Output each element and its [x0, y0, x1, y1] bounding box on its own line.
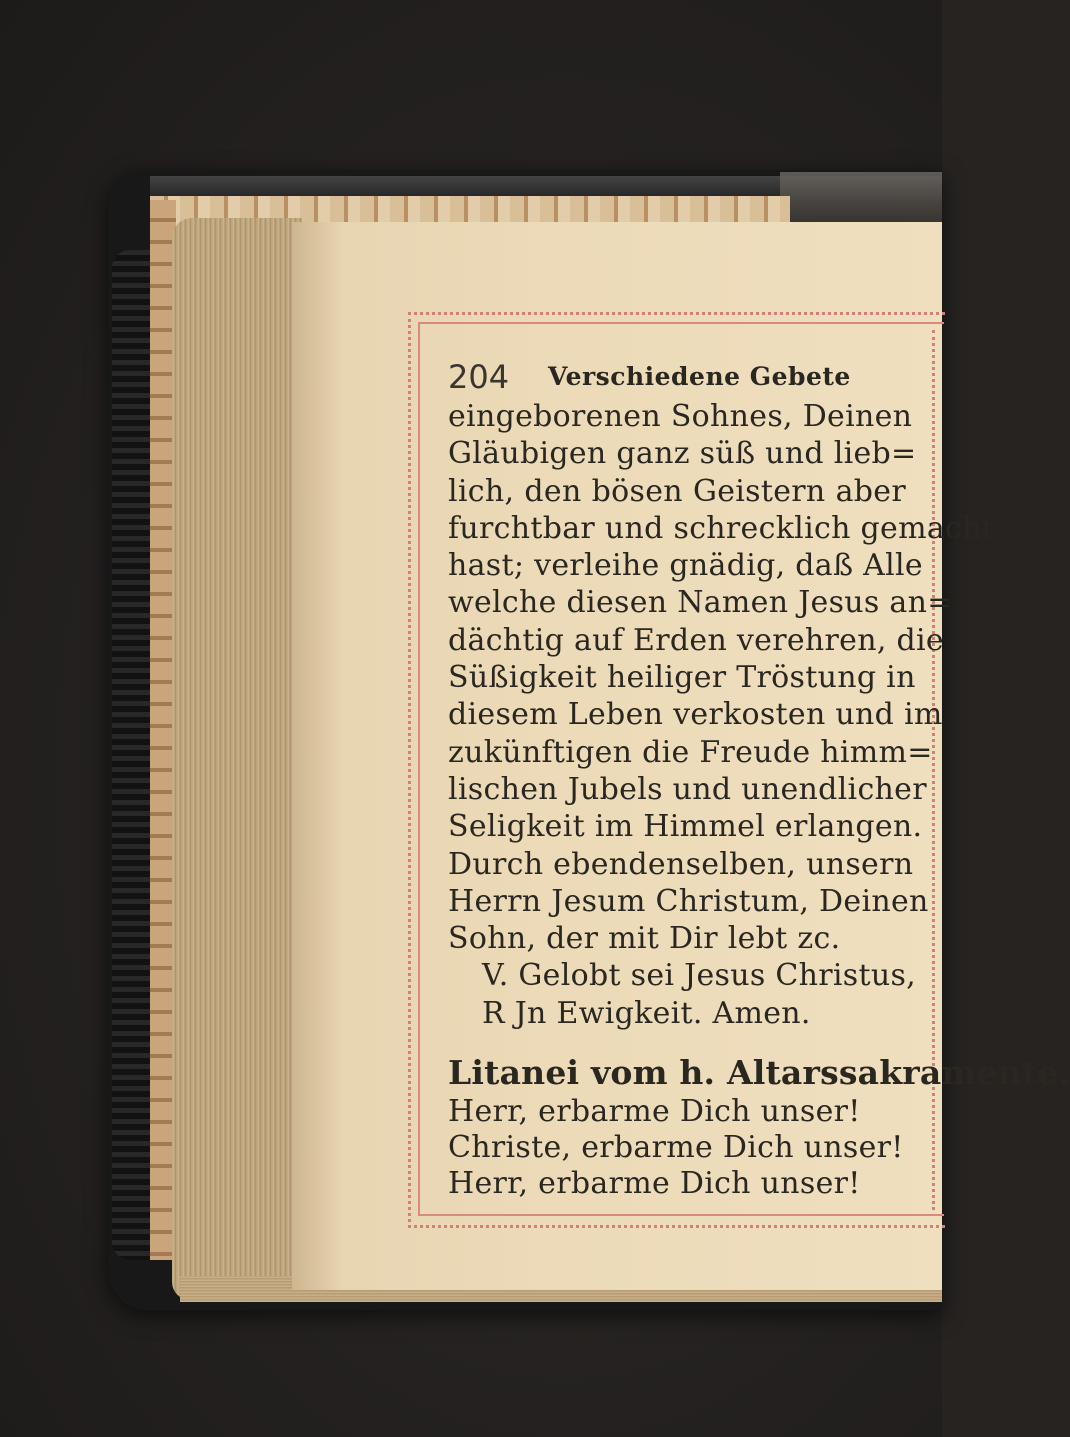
- prayer-text: [448, 398, 995, 1032]
- prayer-line: furchtbar und schrecklich gemacht: [448, 510, 995, 546]
- prayer-line: Gläubigen ganz süß und lieb=: [448, 436, 917, 472]
- page-number: 204: [448, 358, 510, 396]
- prayer-line: welche diesen Namen Jesus an=: [448, 585, 953, 621]
- prayer-line: Herrn Jesum Christum, Deinen: [448, 883, 929, 919]
- litany-line: Christe, erbarme Dich unser!: [448, 1130, 904, 1166]
- prayer-line: diesem Leben verkosten und im: [448, 697, 943, 733]
- text-block: [448, 352, 1070, 1202]
- litany-line: Herr, erbarme Dich unser!: [448, 1094, 861, 1130]
- running-head: Verschiedene Gebete: [548, 362, 851, 391]
- prayer-line: lich, den bösen Geistern aber: [448, 473, 906, 509]
- page-block-edges: [172, 218, 302, 1300]
- versicle: V. Gelobt sei Jesus Christus,: [482, 958, 916, 994]
- response: R Jn Ewigkeit. Amen.: [482, 995, 811, 1031]
- prayer-line: Durch ebendenselben, unsern: [448, 846, 914, 882]
- litany-title: Litanei vom h. Altarssakramente.: [448, 1053, 1070, 1093]
- litany-line: Herr, erbarme Dich unser!: [448, 1166, 861, 1202]
- prayer-line: zukünftigen die Freude himm=: [448, 734, 933, 770]
- prayer-line: Seligkeit im Himmel erlangen.: [448, 809, 923, 845]
- cover-wear: [780, 172, 942, 222]
- prayer-line: hast; verleihe gnädig, daß Alle: [448, 548, 923, 584]
- litany-invocations: [448, 1094, 906, 1202]
- prayer-line: eingeborenen Sohnes, Deinen: [448, 399, 913, 434]
- prayer-line: dächtig auf Erden verehren, die: [448, 622, 944, 658]
- prayer-line: lischen Jubels und unendlicher: [448, 771, 927, 807]
- prayer-line: Sohn, der mit Dir lebt zc.: [448, 921, 841, 957]
- book-spine: [112, 250, 150, 1260]
- page-header: [448, 352, 906, 398]
- prayer-line: Süßigkeit heiliger Tröstung in: [448, 660, 916, 696]
